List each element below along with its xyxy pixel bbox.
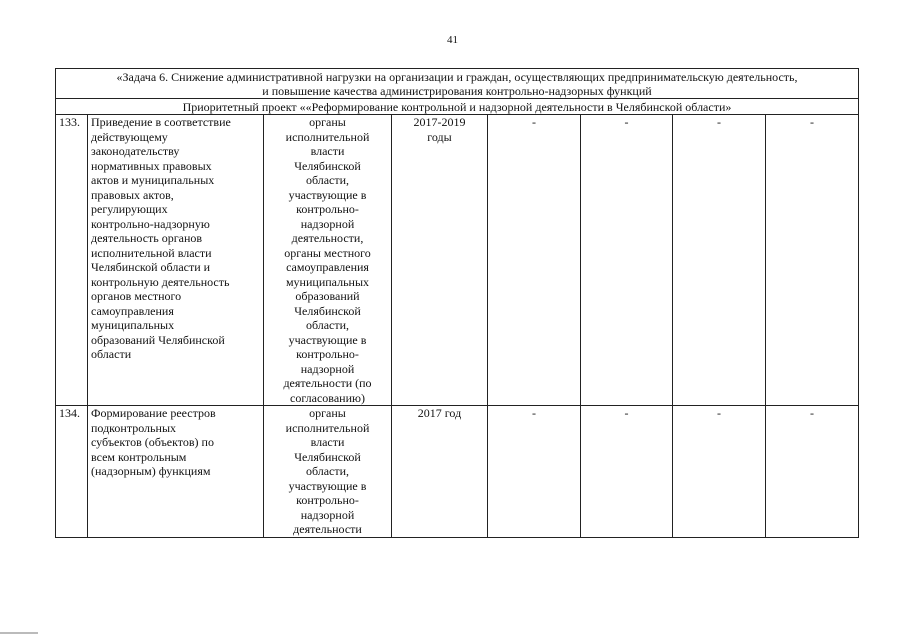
- text-line: актов и муниципальных: [91, 173, 215, 187]
- term-cell: [392, 406, 488, 538]
- text-line: нормативных правовых: [91, 158, 212, 173]
- text-line: исполнительной: [285, 420, 370, 435]
- program-table: [55, 68, 859, 538]
- text-line: надзорной: [300, 361, 355, 376]
- text-line: муниципальных: [285, 274, 370, 289]
- text-line: Челябинской: [294, 158, 361, 173]
- text-line: участвующие в: [288, 478, 367, 493]
- text-line: надзорной: [300, 216, 355, 231]
- value-cell: -: [673, 406, 766, 538]
- project-header-row: [56, 99, 859, 115]
- text-line: власти: [310, 435, 345, 449]
- text-line: деятельности,: [291, 231, 364, 245]
- text-line: (надзорным) функциям: [91, 464, 211, 478]
- text-line: деятельность органов: [91, 231, 203, 245]
- text-line: деятельности (по: [283, 376, 372, 390]
- text-line: Челябинской: [294, 303, 361, 318]
- text-line: всем контрольным: [91, 449, 187, 464]
- text-line: законодательству: [91, 144, 180, 158]
- text-line: области,: [305, 464, 350, 478]
- text-line: области: [91, 347, 132, 361]
- text-line: участвующие в: [288, 187, 367, 202]
- text-line: области,: [305, 318, 350, 332]
- text-line: регулирующих: [91, 202, 168, 216]
- text-line: самоуправления: [286, 260, 369, 274]
- text-line: подконтрольных: [91, 420, 177, 435]
- scan-edge-mark: [0, 632, 38, 634]
- text-line: субъектов (объектов) по: [91, 435, 214, 449]
- value-cell: -: [673, 115, 766, 406]
- term-cell: [392, 115, 488, 406]
- executor-cell: [264, 115, 392, 406]
- text-line: Челябинской: [294, 449, 361, 464]
- task-header-line-2: и повышение качества администрирования контрольно-надзорных функций: [262, 84, 652, 98]
- text-line: контрольно-: [296, 202, 359, 216]
- text-line: контрольно-надзорную: [91, 216, 210, 231]
- text-line: контрольно-: [296, 493, 359, 507]
- executor-cell: [264, 406, 392, 538]
- text-line: исполнительной: [285, 129, 370, 144]
- project-header-cell: Приоритетный проект ««Реформирование контрольной и надзорной деятельности в Челябинской области»: [56, 99, 859, 115]
- row-number: 134.: [56, 406, 88, 538]
- text-line: участвующие в: [288, 332, 367, 347]
- text-line: органы: [309, 115, 346, 129]
- text-line: действующему: [91, 129, 168, 144]
- task-header-cell: [56, 69, 859, 99]
- value-cell: -: [581, 115, 673, 406]
- table-row: [56, 406, 859, 538]
- measure-name-cell: [88, 115, 264, 406]
- text-line: годы: [427, 129, 452, 144]
- text-line: образований Челябинской: [91, 332, 225, 347]
- text-line: исполнительной власти: [91, 245, 212, 260]
- text-line: надзорной: [300, 507, 355, 522]
- text-line: власти: [310, 144, 345, 158]
- row-number: 133.: [56, 115, 88, 406]
- text-line: деятельности: [293, 522, 362, 536]
- text-line: муниципальных: [91, 318, 175, 332]
- text-line: контрольную деятельность: [91, 274, 230, 289]
- text-line: области,: [305, 173, 350, 187]
- task-header-row: [56, 69, 859, 99]
- text-line: образований: [295, 289, 360, 303]
- text-line: контрольно-: [296, 347, 359, 361]
- measure-name-cell: [88, 406, 264, 538]
- text-line: 2017 год: [417, 406, 462, 420]
- value-cell: -: [766, 115, 859, 406]
- page-number: 41: [447, 34, 458, 46]
- text-line: согласованию): [290, 390, 365, 405]
- value-cell: -: [488, 115, 581, 406]
- text-line: самоуправления: [91, 303, 174, 318]
- value-cell: -: [488, 406, 581, 538]
- text-line: правовых актов,: [91, 187, 174, 202]
- task-header-line-1: «Задача 6. Снижение административной нагрузки на организации и граждан, осуществляющих предпринимательскую деятельность,: [116, 70, 798, 84]
- table-row: [56, 115, 859, 406]
- value-cell: -: [581, 406, 673, 538]
- text-line: органов местного: [91, 289, 182, 303]
- value-cell: -: [766, 406, 859, 538]
- text-line: 2017-2019: [413, 115, 466, 129]
- text-line: органы местного: [284, 245, 371, 260]
- text-line: Челябинской области и: [91, 260, 211, 274]
- text-line: органы: [309, 406, 346, 420]
- text-line: Формирование реестров: [91, 406, 216, 420]
- text-line: Приведение в соответствие: [91, 115, 231, 129]
